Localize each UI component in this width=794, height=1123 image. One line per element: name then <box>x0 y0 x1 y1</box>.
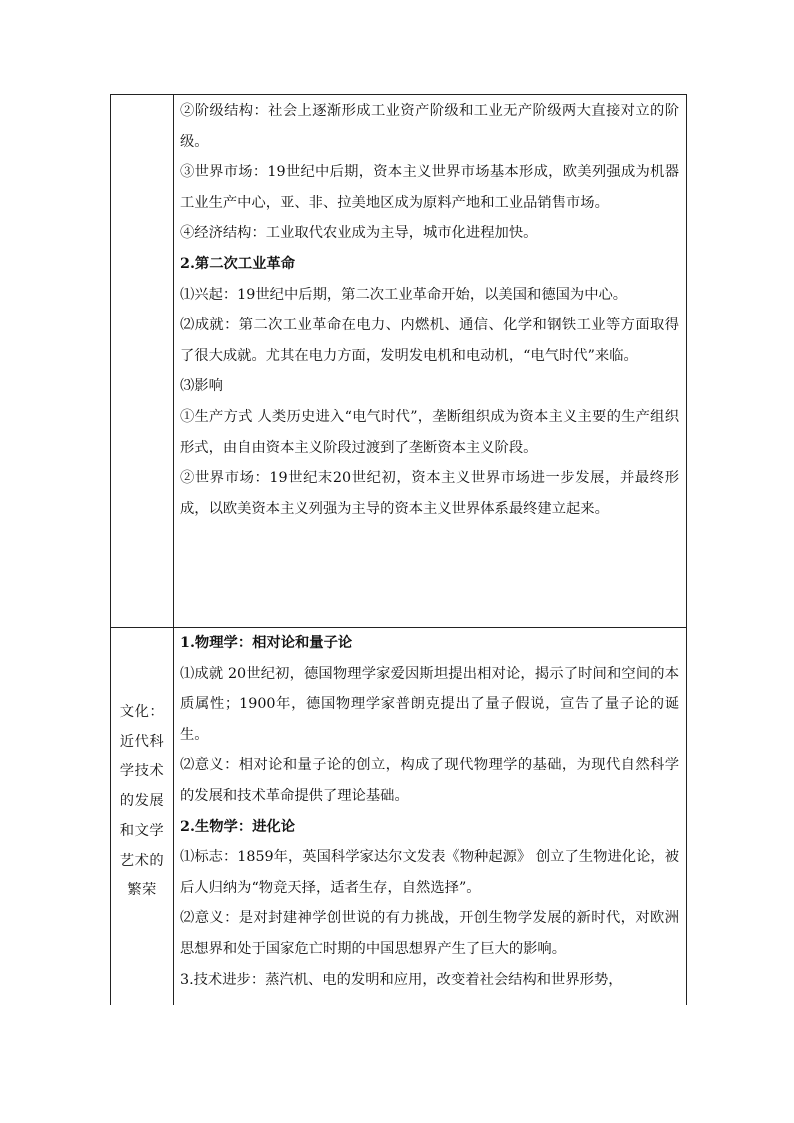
paragraph-world-market-2: ②世界市场：19世纪末20世纪初，资本主义世界市场进一步发展，并最终形成，以欧美资本主义列强为主导的资本主义世界体系最终建立起来。 <box>180 470 679 517</box>
paragraph-production-mode: ①生产方式 人类历史进入“电气时代”，垄断组织成为资本主义主要的生产组织形式，由自由资本主义阶段过渡到了垄断资本主义阶段。 <box>180 408 679 456</box>
paragraph-physics-significance: ⑵意义：相对论和量子论的创立，构成了现代物理学的基础，为现代自然科学的发展和技术革命提供了理论基础。 <box>180 757 679 804</box>
content-cell <box>174 95 686 627</box>
paragraph-biology-significance: ⑵意义：是对封建神学创世说的有力挑战，开创生物学发展的新时代，对欧洲思想界和处于国家危亡时期的中国思想界产生了巨大的影响。 <box>180 910 679 957</box>
paragraph-class-structure: ②阶级结构：社会上逐渐形成工业资产阶级和工业无产阶级两大直接对立的阶级。 <box>180 103 679 150</box>
heading-physics: 1.物理学：相对论和量子论 <box>180 635 353 651</box>
category-cell <box>111 628 174 1005</box>
paragraph-achievements: ⑵成就：第二次工业革命在电力、内燃机、通信、化学和钢铁工业等方面取得了很大成就。尤其在电力方面，发明发电机和电动机，“电气时代”来临。 <box>180 317 679 364</box>
content-cell <box>174 628 686 1005</box>
paragraph-biology-mark: ⑴标志：1859年，英国科学家达尔文发表《物种起源》 创立了生物进化论，被后人归纳为“物竞天择，适者生存，自然选择”。 <box>180 849 679 896</box>
paragraph-physics-achievements: ⑴成就 20世纪初，德国物理学家爱因斯坦提出相对论，揭示了时间和空间的本质属性；1900年，德国物理学家普朗克提出了量子假说，宣告了量子论的诞生。 <box>180 665 679 743</box>
heading-biology: 2.生物学：进化论 <box>180 818 296 835</box>
paragraph-economic-structure: ④经济结构：工业取代农业成为主导，城市化进程加快。 <box>180 225 538 242</box>
paragraph-world-market: ③世界市场：19世纪中后期，资本主义世界市场基本形成，欧美列强成为机器工业生产中心，亚、非、拉美地区成为原料产地和工业品销售市场。 <box>180 164 679 211</box>
category-cell <box>111 95 174 627</box>
paragraph-technology: 3.技术进步：蒸汽机、电的发明和应用，改变着社会结构和世界形势， <box>180 971 623 988</box>
paragraph-rise: ⑴兴起：19世纪中后期，第二次工业革命开始，以美国和德国为中心。 <box>180 286 628 303</box>
category-label-culture: 文化：近代科学技术的发展和文学艺术的繁荣 <box>119 704 165 899</box>
content-table <box>110 94 687 1005</box>
heading-second-industrial-revolution: 2.第二次工业革命 <box>180 255 296 272</box>
paragraph-impact-heading: ⑶影响 <box>180 378 223 395</box>
table-row <box>111 95 686 628</box>
table-row <box>111 628 686 1005</box>
